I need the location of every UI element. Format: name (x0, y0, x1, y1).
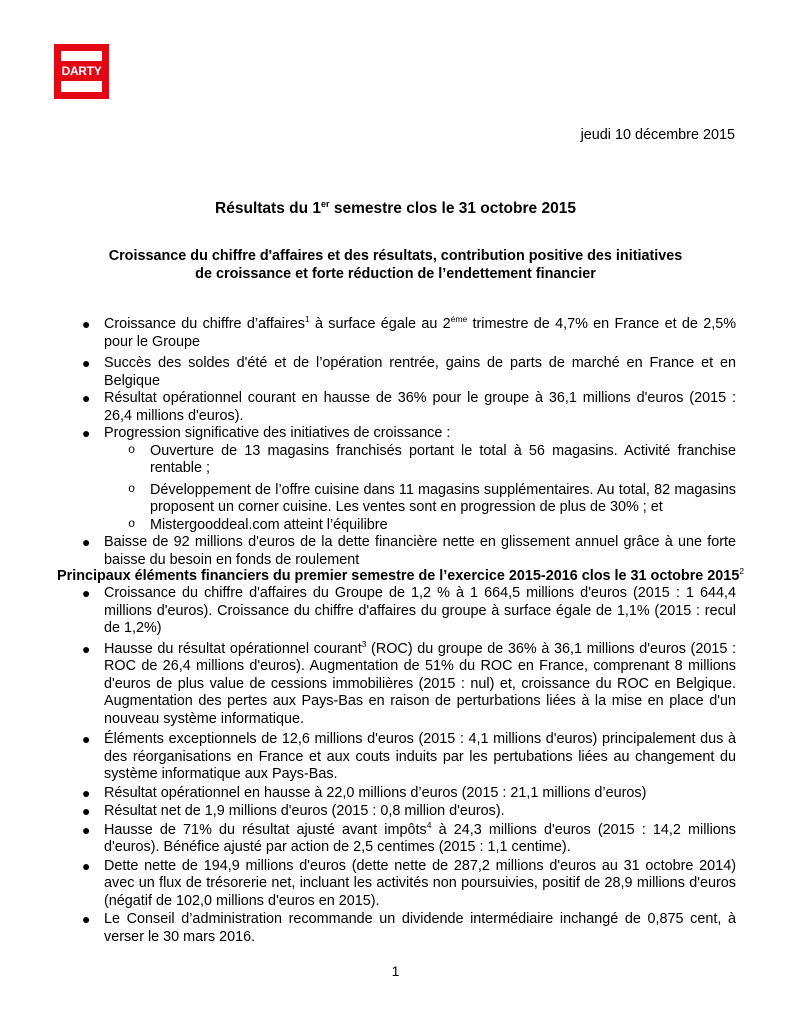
logo-text: DARTY (54, 61, 109, 81)
bullet-icon: ● (82, 731, 91, 747)
sub-list-item: o Ouverture de 13 magasins franchisés portant le total à 56 magasins. Activité franchise rentable ; (128, 442, 736, 476)
subtitle-line-2: de croissance et forte réduction de l’endettement financier (195, 265, 596, 282)
bullet-icon: ● (82, 316, 91, 332)
darty-logo (54, 44, 109, 99)
bullet-icon: ● (82, 534, 91, 550)
list-item: ● Hausse de 71% du résultat ajusté avant impôts$^4$ à 24,3 millions d'euros (2015 : 14,2 millions d'euros). Bénéfice ajusté par action de 2,5 centimes (2015 : 1,1 centime). (82, 819, 737, 855)
bullet-icon: ● (82, 355, 91, 371)
bullet-icon: ● (82, 425, 91, 441)
highlights-list (80, 316, 736, 569)
list-item: ● Résultat opérationnel en hausse à 22,0 millions d’euros (2015 : 21,1 millions d’euros) (82, 784, 647, 801)
bullet-icon: ● (82, 784, 91, 801)
list-item: ● Résultat opérationnel courant en hausse de 36% pour le groupe à 36,1 millions d'euros (2015 : 26,4 millions d'euros). (82, 390, 736, 424)
list-item: ● Dette nette de 194,9 millions d'euros (dette nette de 287,2 millions d'euros au 31 octobre 2014) avec un flux de trésorerie net, incluant les activités non poursuivies, positif de 28,9 millions d'euros (négatif de 102,0 millions d'euros en 2015). (82, 857, 736, 909)
list-item: ● Le Conseil d’administration recommande un dividende intermédiaire inchangé de 0,875 cent, à verser le 30 mars 2016. (82, 911, 736, 945)
page-number: 1 (391, 963, 400, 979)
circle-bullet-icon: o (128, 516, 136, 531)
list-item: ● Hausse du résultat opérationnel courant$^3$ (ROC) du groupe de 36% à 36,1 millions d'euros (2015 : ROC de 26,4 millions d'euros). Augmentation de 51% du ROC en France, comprenant 8 millions d'euros de plus value de cessions immobilières (2015 : nul) et, croissance du ROC en Belgique. Augmentation des pertes aux Pays-Bas en raison de perturbations liées à la mise en place d'un nouveau système informatique. (82, 638, 736, 727)
bullet-icon: ● (82, 857, 91, 874)
list-item: ● Croissance du chiffre d’affaires$^1$ à surface égale au $2^{éme}$ trimestre de 4,7% en France et de 2,5% pour le Groupe (82, 314, 736, 350)
circle-bullet-icon: o (128, 481, 136, 496)
list-item: ● Croissance du chiffre d'affaires du Groupe de 1,2 % à 1 664,5 millions d'euros (2015 : 1 644,4 millions d'euros). Croissance du chiffre d'affaires du groupe à surface égale de 1,1% (2015 : recul de 1,2%) (82, 585, 736, 636)
sub-list-item: o Développement de l’offre cuisine dans 11 magasins supplémentaires. Au total, 82 magasins proposent un corner cuisine. Les ventes sont en progression de plus de 30% ; et (128, 481, 736, 515)
bullet-icon: ● (82, 821, 91, 838)
list-item: ● Progression significative des initiatives de croissance : o Ouverture de 13 magasins franchisés portant le total à 56 magasins. Activité franchise rentable ; o Développement de l’offre cuisine dans 11 magasins supplémentaires. Au total, 82 magasins proposent un corner cuisine. Les ventes sont en progression de plus de 30% ; et o Mistergooddeal.com atteint l’équilibre (82, 425, 736, 533)
sub-list (80, 443, 736, 535)
financials-list (80, 585, 736, 946)
sub-list-item: o Mistergooddeal.com atteint l’équilibre (128, 516, 388, 533)
subtitle-line-1: Croissance du chiffre d'affaires et des résultats, contribution positive des initiatives (108, 248, 683, 264)
list-item: ● Baisse de 92 millions d'euros de la dette financière nette en glissement annuel grâce à une forte baisse du besoin en fonds de roulement (82, 534, 736, 568)
list-item: ● Succès des soldes d'été et de l’opération rentrée, gains de parts de marché en France et en Belgique (82, 355, 736, 389)
list-item: ● Éléments exceptionnels de 12,6 millions d'euros (2015 : 4,1 millions d'euros) principalement dus à des réorganisations en France et aux couts induits par les pertubations liées au changement du système informatique aux Pays-Bas. (82, 731, 736, 782)
bullet-icon: ● (82, 803, 91, 819)
bullet-icon: ● (82, 640, 91, 657)
circle-bullet-icon: o (128, 442, 136, 457)
page-title: Résultats du 1er semestre clos le 31 octobre 2015 (215, 198, 576, 217)
bullet-icon: ● (82, 585, 91, 601)
subtitle (80, 248, 711, 283)
list-item: ● Résultat net de 1,9 millions d'euros (2015 : 0,8 million d'euros). (82, 803, 505, 819)
document-date: jeudi 10 décembre 2015 (580, 127, 735, 143)
section-heading: Principaux éléments financiers du premier semestre de l’exercice 2015-2016 clos le 31 octobre 2015$^2$ (57, 566, 745, 584)
bullet-icon: ● (82, 390, 91, 406)
bullet-icon: ● (82, 911, 91, 927)
